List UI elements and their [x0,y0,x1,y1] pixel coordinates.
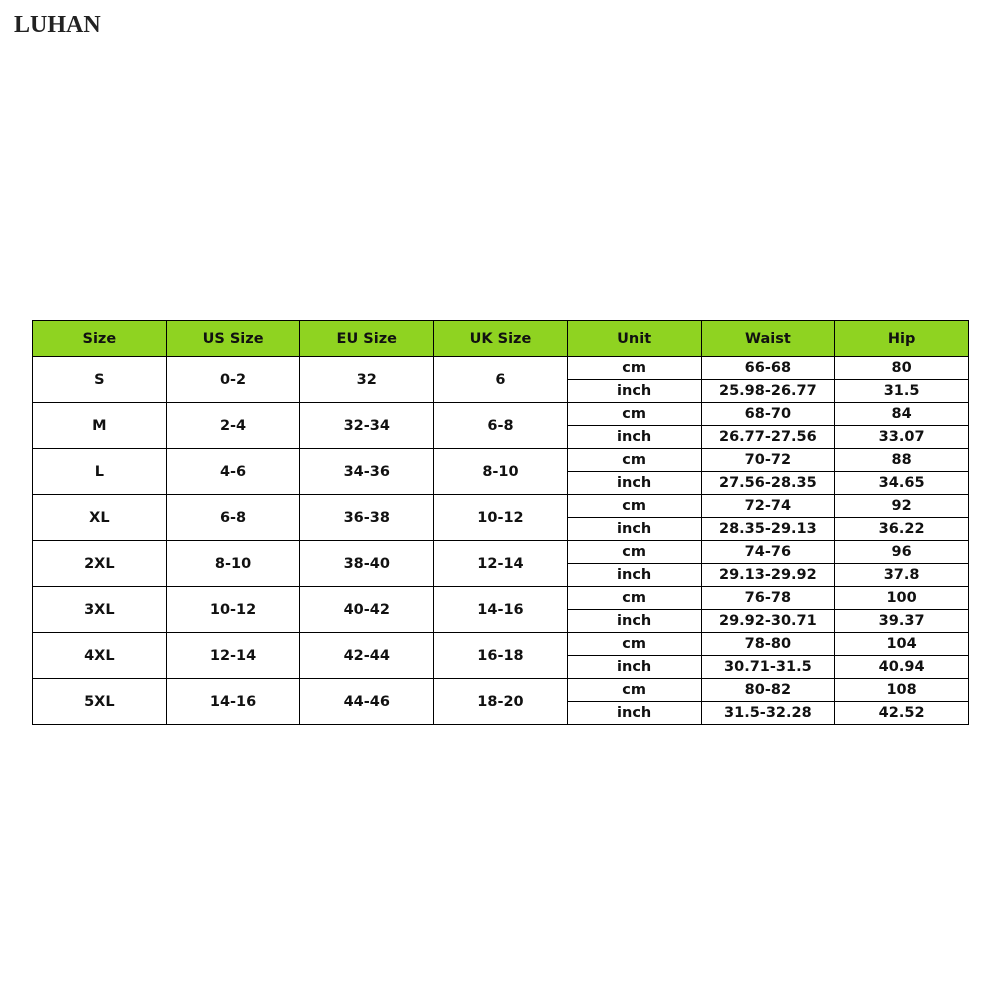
uk-size-cell: 18-20 [434,679,568,725]
us-size-cell: 8-10 [166,541,300,587]
hip-cell: 92 [835,495,969,518]
waist-cell: 27.56-28.35 [701,472,835,495]
hip-cell: 40.94 [835,656,969,679]
size-chart-table [32,320,969,725]
waist-cell: 66-68 [701,357,835,380]
eu-size-cell: 34-36 [300,449,434,495]
size-cell: S [33,357,167,403]
unit-cell: inch [567,564,701,587]
waist-cell: 78-80 [701,633,835,656]
hip-cell: 108 [835,679,969,702]
eu-size-cell: 38-40 [300,541,434,587]
eu-size-cell: 32 [300,357,434,403]
size-cell: 4XL [33,633,167,679]
uk-size-cell: 12-14 [434,541,568,587]
waist-cell: 28.35-29.13 [701,518,835,541]
column-header: Hip [835,321,969,357]
us-size-cell: 10-12 [166,587,300,633]
eu-size-cell: 44-46 [300,679,434,725]
us-size-cell: 12-14 [166,633,300,679]
waist-cell: 30.71-31.5 [701,656,835,679]
unit-cell: inch [567,702,701,725]
column-header: Unit [567,321,701,357]
table-row [33,587,969,610]
waist-cell: 26.77-27.56 [701,426,835,449]
unit-cell: inch [567,656,701,679]
unit-cell: inch [567,518,701,541]
unit-cell: cm [567,541,701,564]
hip-cell: 96 [835,541,969,564]
hip-cell: 36.22 [835,518,969,541]
hip-cell: 88 [835,449,969,472]
hip-cell: 42.52 [835,702,969,725]
size-cell: 5XL [33,679,167,725]
hip-cell: 37.8 [835,564,969,587]
waist-cell: 76-78 [701,587,835,610]
table-row [33,541,969,564]
hip-cell: 39.37 [835,610,969,633]
uk-size-cell: 8-10 [434,449,568,495]
uk-size-cell: 6 [434,357,568,403]
hip-cell: 100 [835,587,969,610]
us-size-cell: 2-4 [166,403,300,449]
waist-cell: 31.5-32.28 [701,702,835,725]
column-header: EU Size [300,321,434,357]
eu-size-cell: 42-44 [300,633,434,679]
hip-cell: 31.5 [835,380,969,403]
uk-size-cell: 14-16 [434,587,568,633]
table-row [33,403,969,426]
size-cell: 2XL [33,541,167,587]
size-cell: M [33,403,167,449]
waist-cell: 25.98-26.77 [701,380,835,403]
waist-cell: 68-70 [701,403,835,426]
eu-size-cell: 36-38 [300,495,434,541]
hip-cell: 84 [835,403,969,426]
table-row [33,357,969,380]
unit-cell: cm [567,357,701,380]
us-size-cell: 4-6 [166,449,300,495]
us-size-cell: 6-8 [166,495,300,541]
column-header: UK Size [434,321,568,357]
eu-size-cell: 40-42 [300,587,434,633]
unit-cell: cm [567,495,701,518]
waist-cell: 29.92-30.71 [701,610,835,633]
hip-cell: 80 [835,357,969,380]
unit-cell: inch [567,380,701,403]
unit-cell: inch [567,472,701,495]
waist-cell: 80-82 [701,679,835,702]
column-header: US Size [166,321,300,357]
size-cell: 3XL [33,587,167,633]
size-cell: L [33,449,167,495]
hip-cell: 33.07 [835,426,969,449]
us-size-cell: 14-16 [166,679,300,725]
table-row [33,633,969,656]
table-row [33,679,969,702]
waist-cell: 74-76 [701,541,835,564]
table-header-row [33,321,969,357]
table-row [33,495,969,518]
brand-logo: LUHAN [14,12,101,38]
unit-cell: inch [567,426,701,449]
waist-cell: 70-72 [701,449,835,472]
uk-size-cell: 10-12 [434,495,568,541]
unit-cell: cm [567,403,701,426]
uk-size-cell: 6-8 [434,403,568,449]
column-header: Waist [701,321,835,357]
unit-cell: cm [567,449,701,472]
eu-size-cell: 32-34 [300,403,434,449]
uk-size-cell: 16-18 [434,633,568,679]
unit-cell: inch [567,610,701,633]
waist-cell: 72-74 [701,495,835,518]
table-row [33,449,969,472]
column-header: Size [33,321,167,357]
hip-cell: 34.65 [835,472,969,495]
hip-cell: 104 [835,633,969,656]
table-body [33,357,969,725]
unit-cell: cm [567,633,701,656]
unit-cell: cm [567,587,701,610]
size-cell: XL [33,495,167,541]
unit-cell: cm [567,679,701,702]
waist-cell: 29.13-29.92 [701,564,835,587]
us-size-cell: 0-2 [166,357,300,403]
